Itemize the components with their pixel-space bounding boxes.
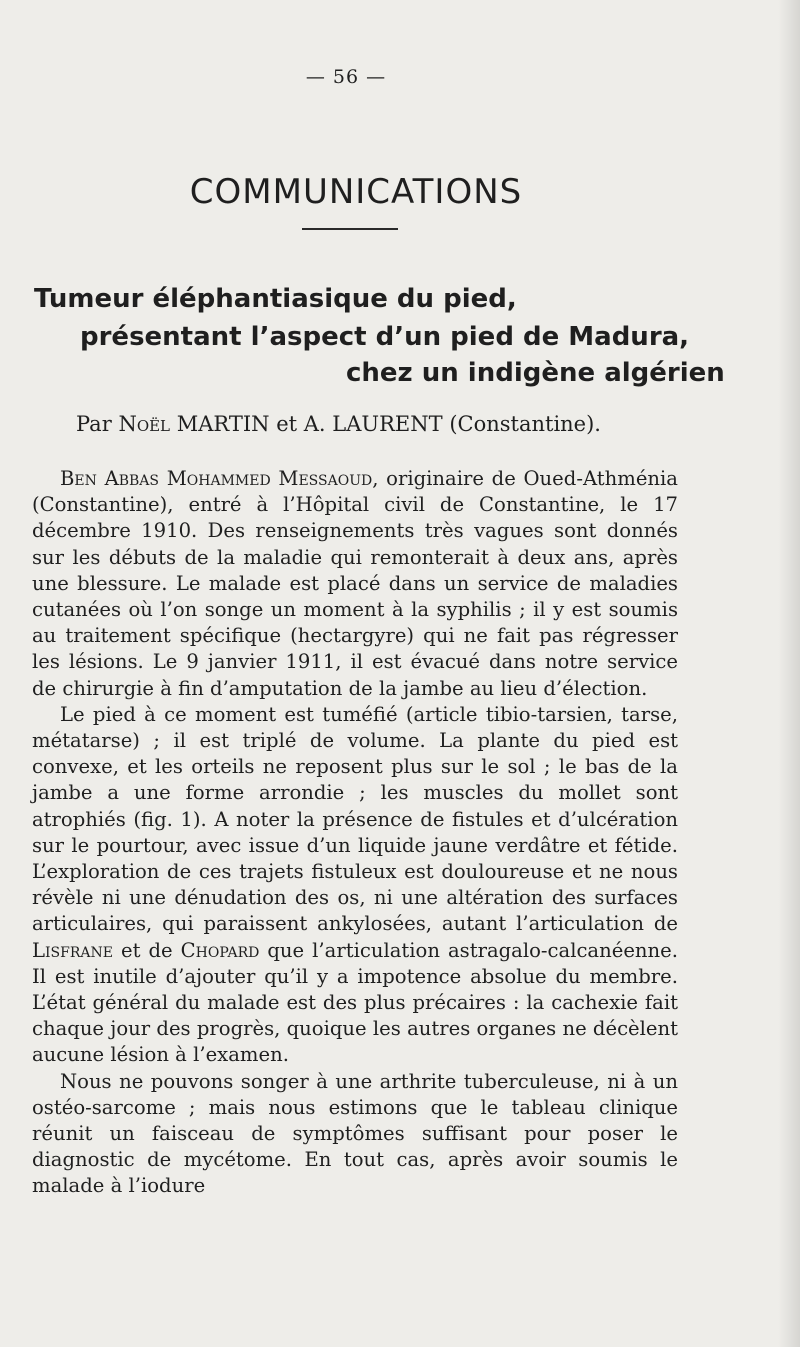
- affiliation: (Constantine).: [449, 412, 601, 436]
- name-chopard: Chopard: [180, 938, 260, 962]
- author-1-last-name: MARTIN: [176, 412, 270, 436]
- name-lisfrane: Lisfrane: [32, 938, 113, 962]
- paragraph-2-text-a: Le pied à ce moment est tuméfié (article tibio-tarsien, tarse, métatarse) ; il est triplé de volume. La plante du pied est convexe, et les orteils ne reposent plus sur le sol ; le bas de la jambe a une forme arrondie ; les muscles du mollet sont atrophiés (fig. 1). A noter la présence de fistules et d’ulcération sur le pourtour, avec issue d’un liquide jaune verdâtre et fétide. L’exploration de ces trajets fistuleux est douloureuse et ne nous révèle ni une dénudation des os, ni une altération des surfaces articulaires, qui paraissent ankylosées, autant l’articulation de: [32, 702, 678, 936]
- paragraph-2-text-c: que l’articulation astragalo-calcanéenne. Il est inutile d’ajouter qu’il y a impotence absolue du membre. L’état général du malade est des plus précaires : la cachexie fait chaque jour des progrès, quoique les autres organes ne décèlent aucune lésion à l’examen.: [32, 938, 678, 1067]
- page-edge-shadow: [778, 0, 800, 1347]
- section-heading: COMMUNICATIONS: [189, 172, 523, 212]
- paragraph-3: Nous ne pouvons songer à une arthrite tuberculeuse, ni à un ostéo-sarcome ; mais nous estimons que le tableau clinique réunit un faisceau de symptômes suffisant pour poser le diagnostic de mycétome. En tout cas, après avoir soumis le malade à l’iodure: [32, 1069, 678, 1198]
- paragraph-1-text: , originaire de Oued-Athménia (Constantine), entré à l’Hôpital civil de Constantine, le 17 décembre 1910. Des renseignements très vagues sont donnés sur les débuts de la maladie qui remonterait à deux ans, après une blessure. Le malade est placé dans un service de maladies cutanées où l’on songe un moment à la syphilis ; il y est soumis au traitement spécifique (hectargyre) qui ne fait pas régresser les lésions. Le 9 janvier 1911, il est évacué dans notre service de chirurgie à fin d’amputation de la jambe au lieu d’élection.: [32, 467, 678, 700]
- article-title-line-2: présentant l’aspect d’un pied de Madura,: [80, 322, 690, 352]
- article-title-line-1: Tumeur éléphantiasique du pied,: [34, 284, 517, 314]
- byline: [76, 412, 601, 436]
- page-number: — 56 —: [305, 66, 387, 88]
- author-2: A. LAURENT: [303, 412, 443, 436]
- paragraph-2: [32, 702, 678, 1069]
- article-body: [32, 466, 678, 1200]
- patient-name: Ben Abbas Mohammed Messaoud: [60, 467, 373, 490]
- heading-divider: [302, 228, 398, 230]
- author-1-first-name: Noël: [118, 412, 171, 436]
- paragraph-1: [32, 466, 678, 702]
- byline-prefix: Par: [76, 412, 112, 436]
- article-title-line-3: chez un indigène algérien: [346, 358, 725, 388]
- byline-and: et: [276, 412, 298, 436]
- paragraph-2-text-b: et de: [112, 938, 181, 962]
